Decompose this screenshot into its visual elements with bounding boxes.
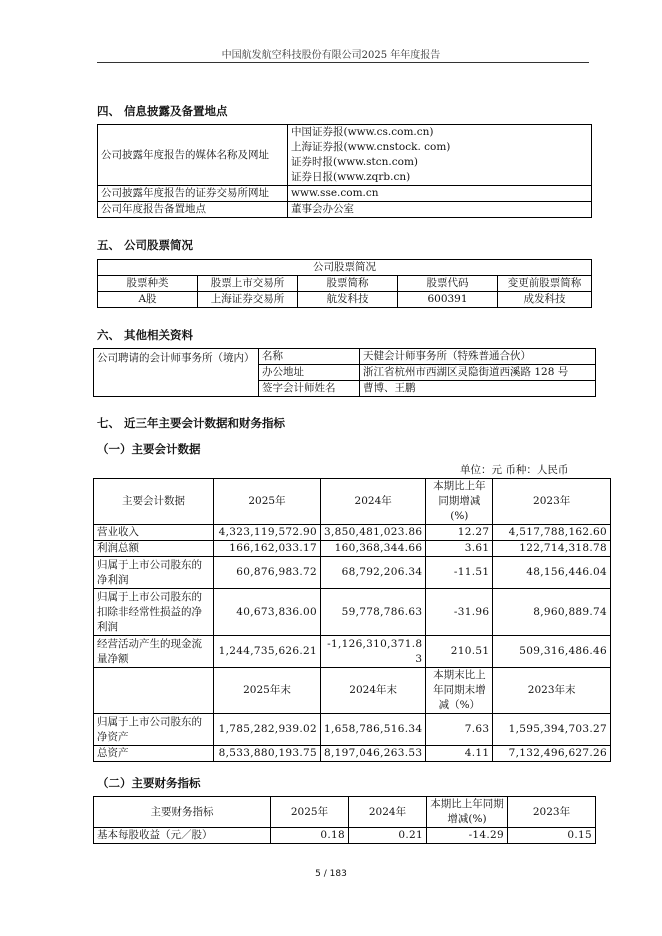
accounting-data-table	[93, 478, 611, 762]
stock-cell: 航发科技	[298, 292, 398, 308]
acct-cell: 4,517,788,162.60	[493, 525, 611, 541]
fin-cell: -14.29	[427, 828, 508, 844]
acct-header2: 2025年末	[214, 668, 321, 714]
acct-cell: 1,244,735,626.21	[214, 636, 321, 668]
financial-indicator-table	[93, 796, 596, 844]
firm-value: 天健会计师事务所（特殊普通合伙）	[360, 349, 596, 365]
acct-header2: 2023年末	[493, 668, 611, 714]
stock-header: 变更前股票简称	[498, 276, 592, 292]
acct-header: 主要会计数据	[94, 479, 214, 525]
media-values	[288, 125, 592, 186]
acct-cell: 210.51	[426, 636, 493, 668]
acct-cell: -1,126,310,371.83	[321, 636, 426, 668]
header-divider	[97, 62, 589, 63]
acct-cell: 68,792,206.34	[321, 557, 426, 589]
fin-cell: 0.21	[349, 828, 427, 844]
media-value-2: 上海证券报(www.cnstock. com)	[291, 141, 451, 153]
acct-header2: 2024年末	[321, 668, 426, 714]
acct-cell: 40,673,836.00	[214, 589, 321, 636]
stock-table	[97, 259, 592, 308]
fin-header: 2024年	[349, 797, 427, 828]
acct-row-label: 营业收入	[94, 525, 214, 541]
unit-note: 单位：元 币种：人民币	[460, 464, 569, 476]
main-accounting-subtitle: （一）主要会计数据	[97, 442, 201, 456]
acct-cell: 1,595,394,703.27	[493, 714, 611, 746]
media-value-4: 证券日报(www.zqrb.cn)	[291, 171, 411, 183]
stock-cell: 600391	[398, 292, 498, 308]
acct-cell: 8,533,880,193.75	[214, 746, 321, 762]
acct-cell: 59,778,786.63	[321, 589, 426, 636]
accounting-firm-table	[93, 348, 596, 397]
acct-cell: 8,960,889.74	[493, 589, 611, 636]
acct-cell: 7.63	[426, 714, 493, 746]
acct-cell: -11.51	[426, 557, 493, 589]
fin-header: 2025年	[271, 797, 349, 828]
acct-row-label: 总资产	[94, 746, 214, 762]
acct-row-label: 归属于上市公司股东的净利润	[94, 557, 214, 589]
stock-table-title: 公司股票简况	[98, 260, 592, 276]
acct-cell: 122,714,318.78	[493, 541, 611, 557]
acct-cell: 8,197,046,263.53	[321, 746, 426, 762]
fin-header: 本期比上年同期增减(%)	[427, 797, 508, 828]
acct-cell: 166,162,033.17	[214, 541, 321, 557]
stock-cell: A股	[98, 292, 198, 308]
page-header: 中国航发航空科技股份有限公司2025 年年度报告	[221, 50, 441, 61]
acct-cell: 60,876,983.72	[214, 557, 321, 589]
firm-value: 曹博、王鹏	[360, 381, 596, 397]
acct-header: 2023年	[493, 479, 611, 525]
exchange-url-label: 公司披露年度报告的证券交易所网址	[98, 186, 288, 202]
fin-cell: 0.15	[508, 828, 596, 844]
acct-row-label: 归属于上市公司股东的净资产	[94, 714, 214, 746]
accounting-firm-label: 公司聘请的会计师事务所（境内）	[94, 349, 259, 397]
acct-header: 本期比上年同期增减(%)	[426, 479, 493, 525]
stock-header: 股票种类	[98, 276, 198, 292]
disclosure-table	[97, 124, 592, 218]
media-value-1: 中国证券报(www.cs.com.cn)	[291, 126, 434, 138]
acct-cell: 160,368,344.66	[321, 541, 426, 557]
section7-title: 七、 近三年主要会计数据和财务指标	[97, 416, 286, 430]
fin-header: 2023年	[508, 797, 596, 828]
acct-row-label: 经营活动产生的现金流量净额	[94, 636, 214, 668]
stock-cell: 成发科技	[498, 292, 592, 308]
stock-header: 股票上市交易所	[198, 276, 298, 292]
acct-cell: 3.61	[426, 541, 493, 557]
acct-header2: 本期末比上年同期末增减（%）	[426, 668, 493, 714]
acct-row-label: 利润总额	[94, 541, 214, 557]
section5-title: 五、 公司股票简况	[97, 238, 194, 252]
firm-key: 签字会计师姓名	[259, 381, 360, 397]
exchange-url-value: www.sse.com.cn	[288, 186, 592, 202]
acct-cell: 12.27	[426, 525, 493, 541]
acct-header: 2025年	[214, 479, 321, 525]
firm-key: 名称	[259, 349, 360, 365]
report-location-value: 董事会办公室	[288, 202, 592, 218]
firm-value: 浙江省杭州市西湖区灵隐街道西溪路 128 号	[360, 365, 596, 381]
main-financial-subtitle: （二）主要财务指标	[97, 776, 201, 790]
stock-header: 股票简称	[298, 276, 398, 292]
acct-cell: 4.11	[426, 746, 493, 762]
acct-cell: 48,156,446.04	[493, 557, 611, 589]
fin-cell: 0.18	[271, 828, 349, 844]
media-label: 公司披露年度报告的媒体名称及网址	[98, 125, 288, 186]
acct-cell: 7,132,496,627.26	[493, 746, 611, 762]
acct-cell: -31.96	[426, 589, 493, 636]
section6-title: 六、 其他相关资料	[97, 328, 194, 342]
acct-cell: 509,316,486.46	[493, 636, 611, 668]
report-location-label: 公司年度报告备置地点	[98, 202, 288, 218]
acct-header2	[94, 668, 214, 714]
acct-header: 2024年	[321, 479, 426, 525]
fin-row-label: 基本每股收益（元／股）	[94, 828, 271, 844]
acct-row-label: 归属于上市公司股东的扣除非经常性损益的净利润	[94, 589, 214, 636]
stock-header: 股票代码	[398, 276, 498, 292]
acct-cell: 1,658,786,516.34	[321, 714, 426, 746]
acct-cell: 4,323,119,572.90	[214, 525, 321, 541]
stock-cell: 上海证券交易所	[198, 292, 298, 308]
fin-header: 主要财务指标	[94, 797, 271, 828]
firm-key: 办公地址	[259, 365, 360, 381]
section4-title: 四、 信息披露及备置地点	[97, 104, 228, 118]
acct-cell: 3,850,481,023.86	[321, 525, 426, 541]
page-number: 5 / 183	[315, 869, 347, 879]
media-value-3: 证券时报(www.stcn.com)	[291, 156, 418, 168]
acct-cell: 1,785,282,939.02	[214, 714, 321, 746]
